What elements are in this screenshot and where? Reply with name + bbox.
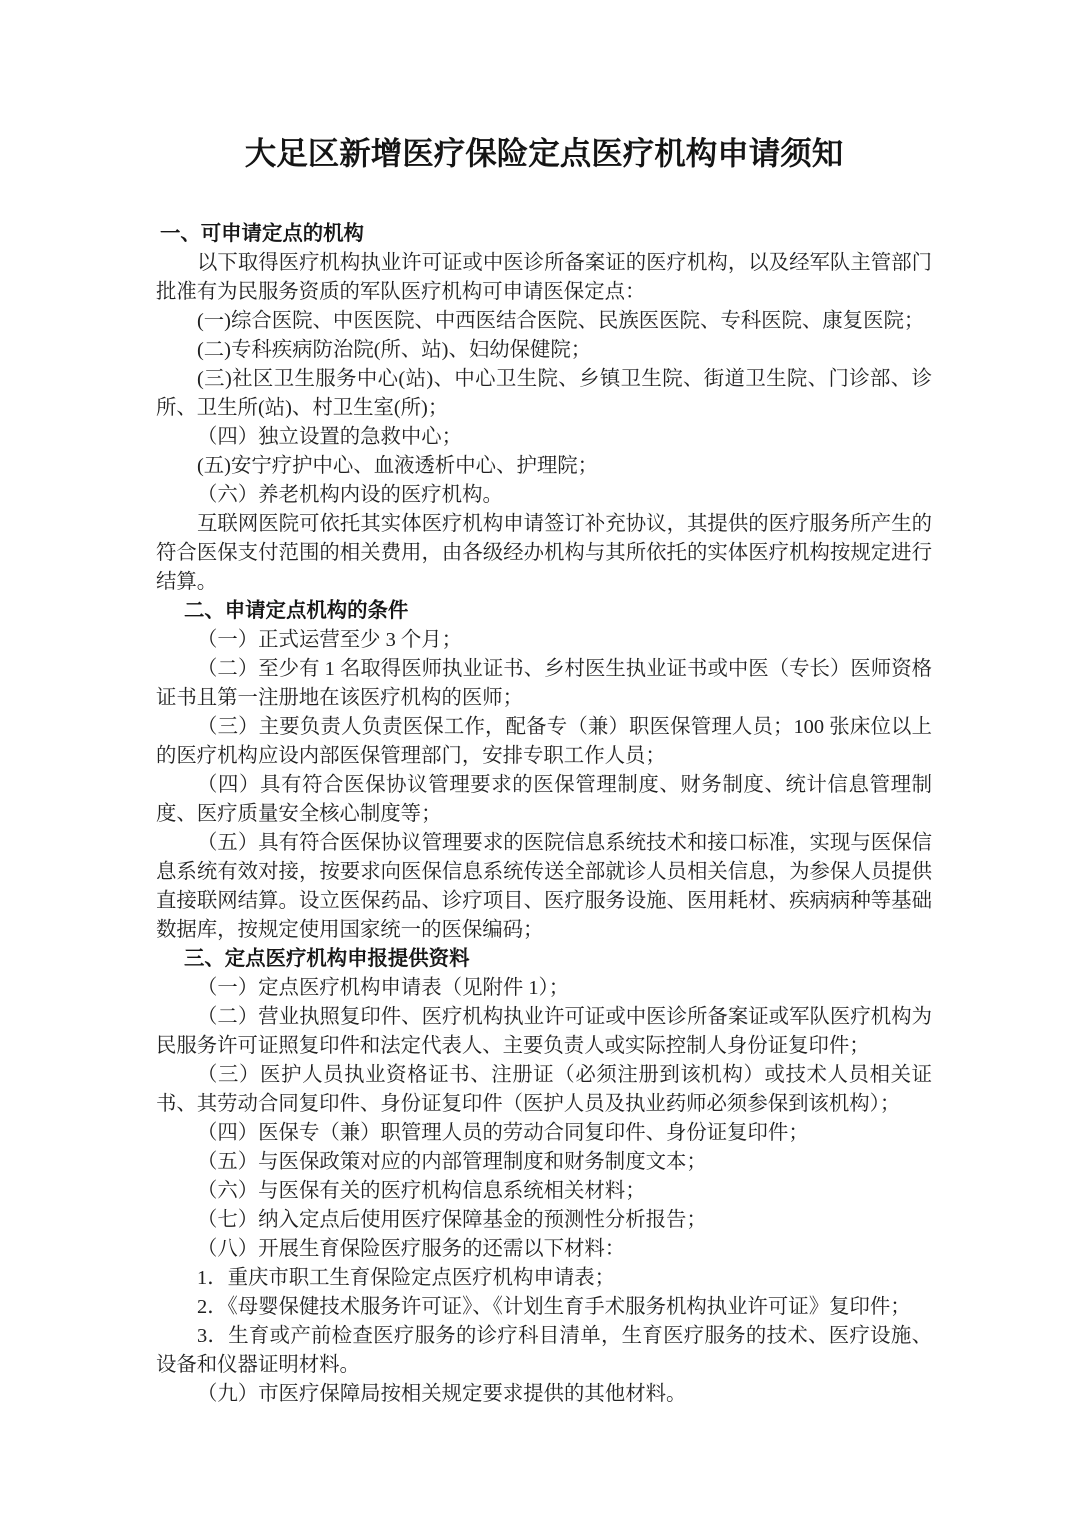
paragraph: （三）主要负责人负责医保工作，配备专（兼）职医保管理人员；100 张床位以上的医疗机构应设内部医保管理部门，安排专职工作人员； [156, 716, 932, 767]
section-heading: 一、可申请定点的机构 [160, 223, 364, 245]
document-content [156, 0, 932, 1409]
paragraph: （六）与医保有关的医疗机构信息系统相关材料； [197, 1180, 646, 1202]
section-heading: 二、申请定点机构的条件 [184, 600, 409, 622]
paragraph: （四）具有符合医保协议管理要求的医保管理制度、财务制度、统计信息管理制度、医疗质量安全核心制度等； [156, 774, 932, 825]
section-heading: 三、定点医疗机构申报提供资料 [184, 948, 470, 970]
paragraph: 1．重庆市职工生育保险定点医疗机构申请表； [197, 1267, 616, 1289]
paragraph: （九）市医疗保障局按相关规定要求提供的其他材料。 [197, 1383, 687, 1405]
paragraph: （一）定点医疗机构申请表（见附件 1）； [197, 977, 570, 999]
paragraph: （四）医保专（兼）职管理人员的劳动合同复印件、身份证复印件； [197, 1122, 809, 1144]
paragraph: (三)社区卫生服务中心(站)、中心卫生院、乡镇卫生院、街道卫生院、门诊部、诊所、卫生所(站)、村卫生室(所)； [156, 368, 932, 419]
paragraph: 以下取得医疗机构执业许可证或中医诊所备案证的医疗机构，以及经军队主管部门批准有为民服务资质的军队医疗机构可申请医保定点： [156, 252, 932, 303]
paragraph: （二）至少有 1 名取得医师执业证书、乡村医生执业证书或中医（专长）医师资格证书且第一注册地在该医疗机构的医师； [156, 658, 932, 709]
paragraph: （五）具有符合医保协议管理要求的医院信息系统技术和接口标准，实现与医保信息系统有效对接，按要求向医保信息系统传送全部就诊人员相关信息，为参保人员提供直接联网结算。设立医保药品、诊疗项目、医疗服务设施、医用耗材、疾病病种等基础数据库，按规定使用国家统一的医保编码； [156, 832, 932, 941]
paragraph: (五)安宁疗护中心、血液透析中心、护理院； [197, 455, 599, 477]
paragraph: 2．《母婴保健技术服务许可证》、《计划生育手术服务机构执业许可证》复印件； [197, 1296, 911, 1318]
paragraph: （三）医护人员执业资格证书、注册证（必须注册到该机构）或技术人员相关证书、其劳动合同复印件、身份证复印件（医护人员及执业药师必须参保到该机构）； [156, 1064, 932, 1115]
paragraph: （六）养老机构内设的医疗机构。 [197, 484, 503, 506]
paragraph: （一）正式运营至少 3 个月； [197, 629, 463, 651]
paragraph: (一)综合医院、中医医院、中西医结合医院、民族医医院、专科医院、康复医院； [197, 310, 925, 332]
paragraph: （四）独立设置的急救中心； [197, 426, 463, 448]
paragraph: (二)专科疾病防治院(所、站)、妇幼保健院； [197, 339, 592, 361]
paragraph: （七）纳入定点后使用医疗保障基金的预测性分析报告； [197, 1209, 707, 1231]
document-title: 大足区新增医疗保险定点医疗机构申请须知 [244, 136, 844, 171]
paragraph: （二）营业执照复印件、医疗机构执业许可证或中医诊所备案证或军队医疗机构为民服务许可证照复印件和法定代表人、主要负责人或实际控制人身份证复印件； [156, 1006, 932, 1057]
paragraph: 3．生育或产前检查医疗服务的诊疗科目清单，生育医疗服务的技术、医疗设施、设备和仪器证明材料。 [156, 1325, 932, 1376]
document-body [156, 220, 932, 1409]
paragraph: （五）与医保政策对应的内部管理制度和财务制度文本； [197, 1151, 707, 1173]
paragraph: （八）开展生育保险医疗服务的还需以下材料： [197, 1238, 626, 1260]
paragraph: 互联网医院可依托其实体医疗机构申请签订补充协议，其提供的医疗服务所产生的符合医保支付范围的相关费用，由各级经办机构与其所依托的实体医疗机构按规定进行结算。 [156, 513, 932, 593]
